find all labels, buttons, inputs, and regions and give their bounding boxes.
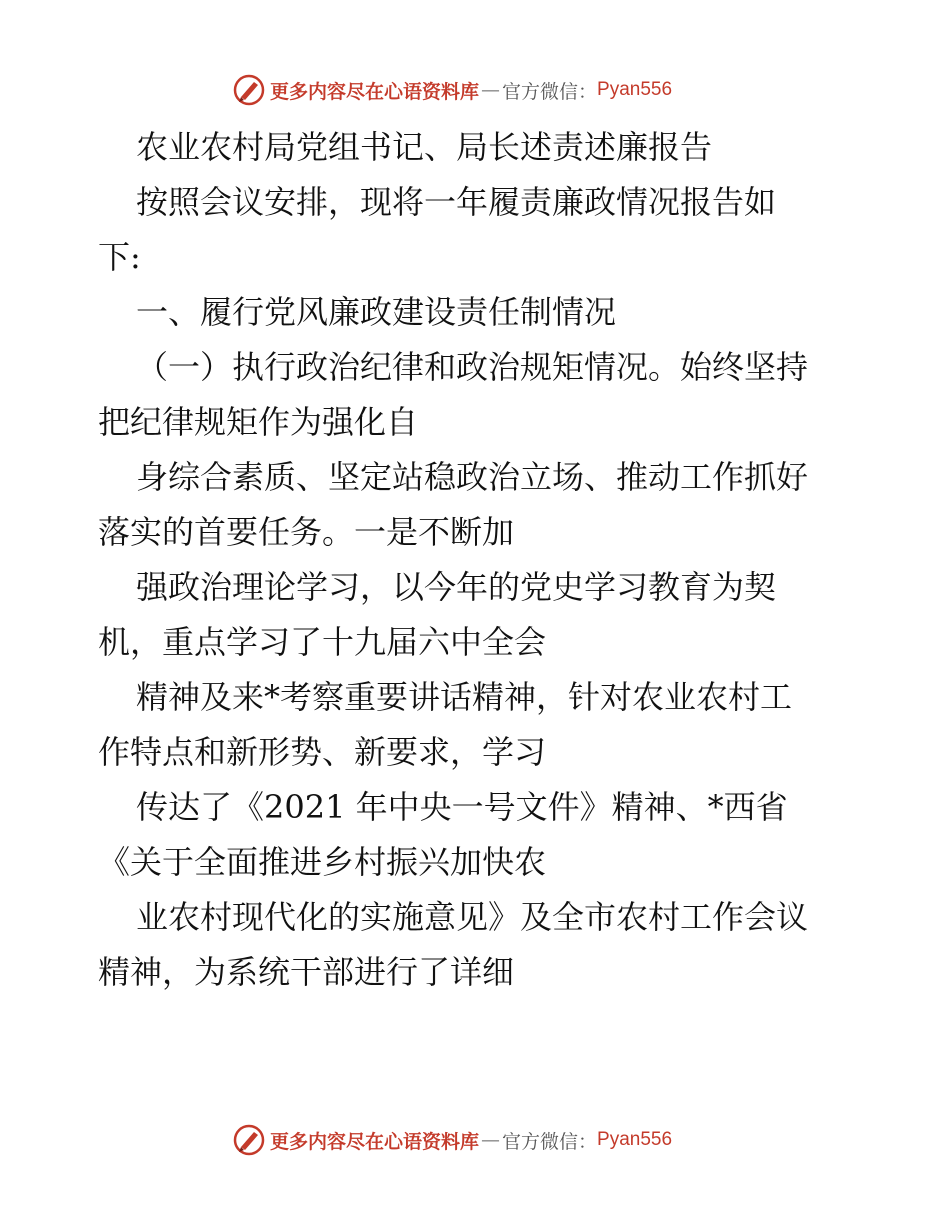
paragraph-line: 传达了《2021 年中央一号文件》精神、*西省 [136,788,788,826]
paragraph-line: 精神，为系统干部进行了详细 [98,953,515,991]
paragraph-line: 下: [98,238,141,276]
paragraph-line: 作特点和新形势、新要求，学习 [98,733,547,771]
paragraph-line: 强政治理论学习，以今年的党史学习教育为契 [136,568,777,606]
paragraph-line: 精神及来*考察重要讲话精神，针对农业农村工 [136,678,793,716]
section-heading: 一、履行党风廉政建设责任制情况 [136,293,617,331]
header-watermark-banner [0,70,950,110]
paragraph-line: 业农村现代化的实施意见》及全市农村工作会议 [136,898,809,936]
paragraph-line: 落实的首要任务。一是不断加 [98,513,515,551]
footer-watermark-banner [0,1120,950,1160]
banner-wechat-label: 官方微信： [502,1130,598,1153]
paragraph-line: 《关于全面推进乡村振兴加快农 [98,843,547,881]
banner-wechat-label: 官方微信： [502,80,598,103]
banner-text: 更多内容尽在心语资料库 [270,1130,480,1153]
paragraph-line: 机，重点学习了十九届六中全会 [98,623,547,661]
paragraph-line: 按照会议安排，现将一年履责廉政情况报告如 [136,183,777,221]
document-title: 农业农村局党组书记、局长述责述廉报告 [136,128,713,166]
pen-circle-logo-icon [232,73,266,107]
document-body [98,120,858,1000]
paragraph-line: （一）执行政治纪律和政治规矩情况。始终坚持 [136,348,809,386]
paragraph-line: 把纪律规矩作为强化自 [98,403,419,441]
banner-wechat-id: Pyan556 [597,1129,673,1150]
banner-dash: — [481,1129,501,1151]
banner-text: 更多内容尽在心语资料库 [270,80,480,103]
banner-dash: — [481,79,501,101]
paragraph-line: 身综合素质、坚定站稳政治立场、推动工作抓好 [136,458,809,496]
pen-circle-logo-icon [232,1123,266,1157]
banner-wechat-id: Pyan556 [597,79,673,100]
